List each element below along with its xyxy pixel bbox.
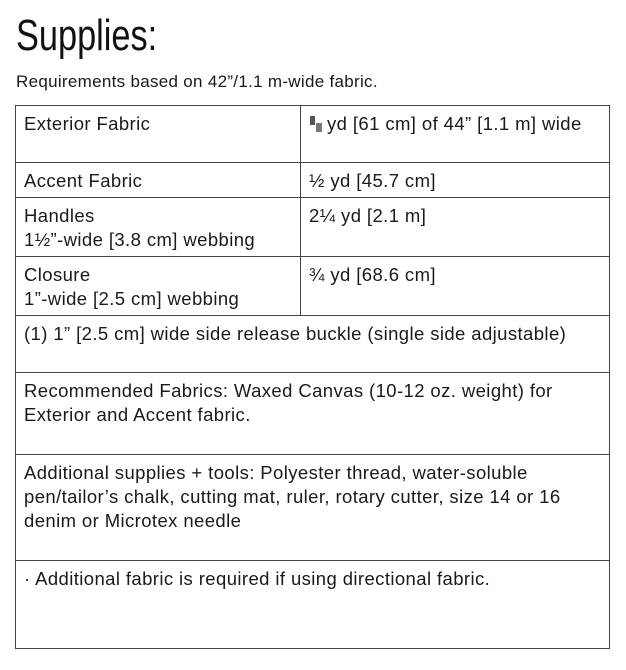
buckle-note-cell xyxy=(16,316,610,373)
table-row xyxy=(16,257,610,316)
table-row xyxy=(16,163,610,198)
recommended-fabrics-note: Recommended Fabrics: Waxed Canvas (10-12 oz. weight) for Exterior and Accent fabric. xyxy=(24,380,553,425)
amount-cell xyxy=(301,106,610,163)
amount-cell xyxy=(301,198,610,257)
amount-cell xyxy=(301,163,610,198)
item-name: Accent Fabric xyxy=(24,170,143,191)
item-amount: yd [61 cm] of 44” [1.1 m] wide xyxy=(327,113,582,134)
item-amount: ¾ yd [68.6 cm] xyxy=(309,264,436,285)
buckle-note: (1) 1” [2.5 cm] wide side release buckle (single side adjustable) xyxy=(24,323,567,344)
table-row xyxy=(16,106,610,163)
directional-fabric-note: · Additional fabric is required if using directional fabric. xyxy=(24,568,491,589)
table-row xyxy=(16,561,610,649)
table-row xyxy=(16,455,610,561)
item-cell xyxy=(16,163,301,198)
amount-cell xyxy=(301,257,610,316)
item-name: Handles xyxy=(24,205,95,226)
fraction-glyph-icon xyxy=(309,116,323,132)
item-cell xyxy=(16,106,301,163)
supplies-table xyxy=(15,105,610,649)
item-name: Closure xyxy=(24,264,91,285)
additional-supplies-cell xyxy=(16,455,610,561)
item-cell xyxy=(16,257,301,316)
item-name: Exterior Fabric xyxy=(24,113,151,134)
page-title: Supplies: xyxy=(16,11,158,60)
additional-supplies-note: Additional supplies + tools: Polyester thread, water-soluble pen/tailor’s chalk, cutting mat, ruler, rotary cutter, size 14 or 16 denim or Microtex needle xyxy=(24,462,561,531)
item-amount: ½ yd [45.7 cm] xyxy=(309,170,436,191)
table-row xyxy=(16,373,610,455)
item-cell xyxy=(16,198,301,257)
table-row xyxy=(16,316,610,373)
item-detail: 1½”-wide [3.8 cm] webbing xyxy=(24,229,256,250)
recommended-fabrics-cell xyxy=(16,373,610,455)
fabric-width-note: Requirements based on 42”/1.1 m-wide fabric. xyxy=(16,72,378,91)
item-amount: 2¼ yd [2.1 m] xyxy=(309,205,427,226)
item-detail: 1”-wide [2.5 cm] webbing xyxy=(24,288,240,309)
directional-fabric-cell xyxy=(16,561,610,649)
table-row xyxy=(16,198,610,257)
